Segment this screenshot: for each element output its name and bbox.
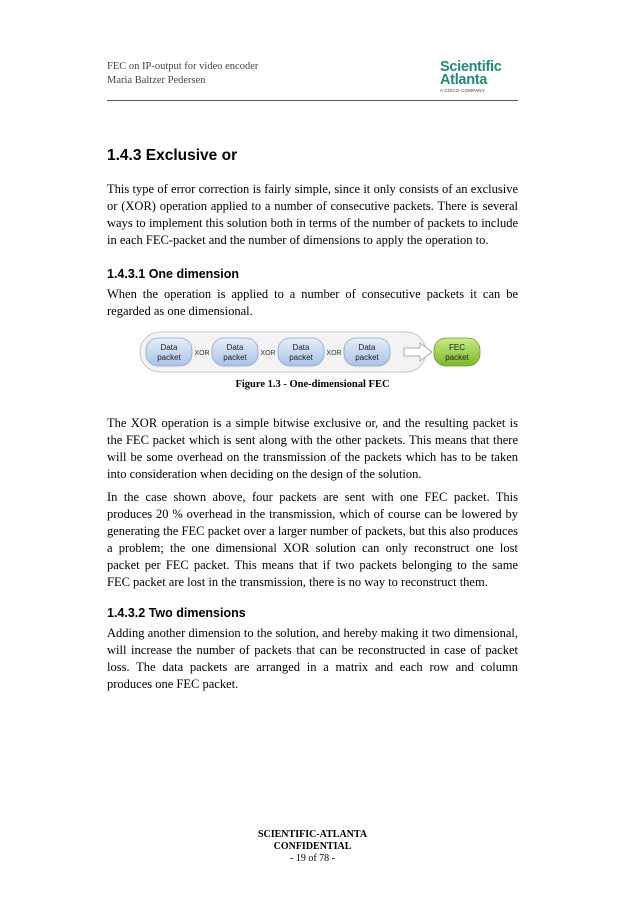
fec-packet-label-1: FEC	[449, 343, 465, 352]
data-packet-label-1: Data	[358, 343, 376, 352]
section-heading: 1.4.3 Exclusive or	[107, 147, 238, 164]
data-packet-label-2: packet	[289, 353, 313, 362]
xor-operator: XOR	[326, 350, 342, 357]
fec-packet	[434, 338, 480, 366]
data-packet-label-1: Data	[292, 343, 310, 352]
header-author: Maria Baltzer Pedersen	[107, 75, 206, 86]
paragraph-overhead-example: In the case shown above, four packets are sent with one FEC packet. This produces 20 % overhead in the transmission, which of course can be lowered by generating the FEC packet over a larger number of packets, but this also produces a problem; the one dimensional XOR solution can only reconstruct one lost packet per FEC packet. This means that if two packets belonging to the same FEC packet are lost in the transmission, there is no way to reconstruct them.	[107, 490, 518, 589]
page-footer	[107, 829, 518, 865]
subsection-one-dimension-heading: 1.4.3.1 One dimension	[107, 267, 239, 281]
logo-line2: Atlanta	[440, 72, 488, 88]
page-number: - 19 of 78 -	[290, 853, 335, 864]
header-text	[107, 60, 258, 88]
footer-confidential: CONFIDENTIAL	[273, 841, 352, 852]
data-packet	[278, 338, 324, 366]
xor-operator: XOR	[194, 350, 210, 357]
data-packet-label-1: Data	[160, 343, 178, 352]
data-packet-label-2: packet	[355, 353, 379, 362]
paragraph-xor-overhead: The XOR operation is a simple bitwise exclusive or, and the resulting packet is the FEC packet which is sent along with the other packets. This means that there will be some overhead on the transmission of the packets which has to be taken into consideration when deciding on the design of the solution.	[107, 416, 518, 481]
subsection-two-dimensions-heading: 1.4.3.2 Two dimensions	[107, 606, 246, 620]
page-header	[107, 60, 518, 100]
data-packet-label-1: Data	[226, 343, 244, 352]
fec-packet-label-2: packet	[445, 353, 469, 362]
data-packet	[212, 338, 258, 366]
logo-tagline: A CISCO COMPANY	[440, 88, 485, 93]
figure-caption: Figure 1.3 - One-dimensional FEC	[235, 379, 390, 390]
data-packet	[344, 338, 390, 366]
company-logo	[438, 60, 518, 94]
subsection-one-dimension-text: When the operation is applied to a number of consecutive packets it can be regarded as one dimensional.	[107, 287, 518, 318]
data-packet-label-2: packet	[223, 353, 247, 362]
logo-line1: Scientific	[440, 59, 502, 75]
header-title: FEC on IP-output for video encoder	[107, 61, 259, 72]
header-divider	[107, 100, 518, 101]
section-intro: This type of error correction is fairly simple, since it only consists of an exclusive or (XOR) operation applied to a number of consecutive packets. There is several ways to implement this solution both in terms of the number of packets to include in each FEC-packet and the number of dimensions to apply the operation to.	[107, 182, 518, 247]
xor-operator: XOR	[260, 350, 276, 357]
data-packet-label-2: packet	[157, 353, 181, 362]
footer-company: SCIENTIFIC-ATLANTA	[257, 829, 368, 840]
xor-diagram	[130, 330, 500, 376]
subsection-two-dimensions-text: Adding another dimension to the solution, and hereby making it two dimensional, will increase the number of packets that can be reconstructed in case of packet loss. The data packets are arranged in a matrix and each row and column produces one FEC packet.	[107, 626, 518, 691]
data-packet	[146, 338, 192, 366]
